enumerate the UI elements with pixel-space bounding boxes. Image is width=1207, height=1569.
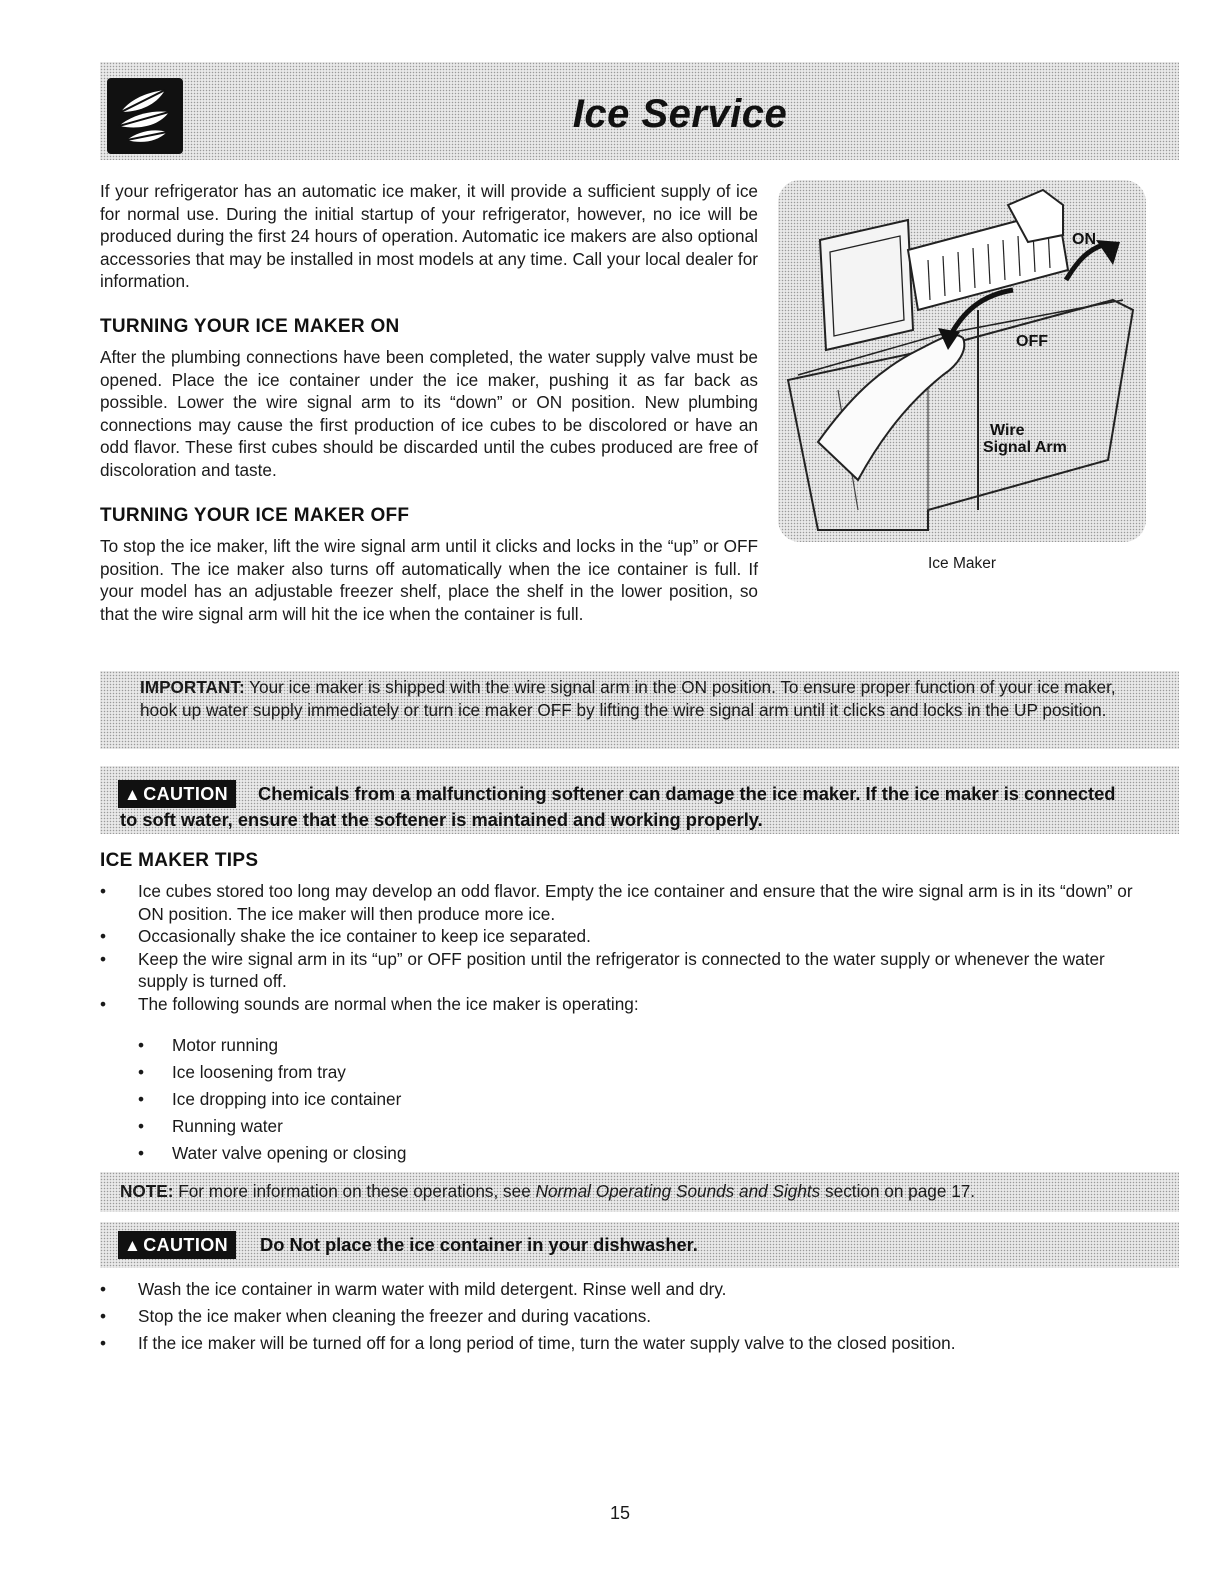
important-text: Your ice maker is shipped with the wire signal arm in the ON position. To ensure proper function of your ice maker, hook up water supply immediately or turn ice maker OFF by lifting the wire signal arm until it clicks and locks in the UP position. xyxy=(140,677,1116,720)
heading-turning-off: TURNING YOUR ICE MAKER OFF xyxy=(100,505,410,526)
tips-list xyxy=(100,880,1150,1015)
list-item: • Running water xyxy=(138,1113,738,1140)
list-item: • Ice cubes stored too long may develop an odd flavor. Empty the ice container and ensure that the wire signal arm is in its “down” or ON position. The ice maker will then produce more ice. xyxy=(100,880,1150,925)
warning-icon: ▲ xyxy=(124,1236,142,1255)
turning-on-paragraph: After the plumbing connections have been completed, the water supply valve must be opened. Place the ice container under the ice maker, pushing it as far back as possible. Lower the wire signal arm to its “down” or ON position. New plumbing connections may cause the first production of ice cubes to be discolored or have an odd flavor. These first cubes should be discarded until the cubes produced are free of discoloration and taste. xyxy=(100,347,758,480)
caution-box-softener xyxy=(100,766,1179,834)
list-item: • Occasionally shake the ice container to keep ice separated. xyxy=(100,925,1150,948)
caution-line-2: to soft water, ensure that the softener is maintained and working properly. xyxy=(120,809,763,830)
list-item: • Ice loosening from tray xyxy=(138,1059,738,1086)
list-item: • Ice dropping into ice container xyxy=(138,1086,738,1113)
list-item: • Motor running xyxy=(138,1032,738,1059)
list-item: • If the ice maker will be turned off for a long period of time, turn the water supply valve to the closed position. xyxy=(100,1330,1150,1357)
list-item: • Water valve opening or closing xyxy=(138,1140,738,1167)
intro-paragraph: If your refrigerator has an automatic ice maker, it will provide a sufficient supply of ice for normal use. During the initial startup of your refrigerator, however, no ice will be produced during the first 24 hours of operation. Automatic ice makers are also optional accessories that may be installed in most models at any time. Call your local dealer for information. xyxy=(100,181,758,291)
list-item: • Keep the wire signal arm in its “up” or OFF position until the refrigerator is connected to the water supply or whenever the water supply is turned off. xyxy=(100,948,1150,993)
label-on: ON xyxy=(1072,231,1096,248)
note-box xyxy=(100,1172,1179,1212)
turning-off-paragraph: To stop the ice maker, lift the wire signal arm until it clicks and locks in the “up” or OFF position. The ice maker also turns off automatically when the ice container is full. If your model has an adjustable freezer shelf, place the shelf in the lower position, so that the wire signal arm will hit the ice when the container is full. xyxy=(100,536,758,624)
caution-dishwasher-text: Do Not place the ice container in your dishwasher. xyxy=(260,1234,698,1255)
sounds-list xyxy=(138,1032,738,1167)
caution-badge: ▲ CAUTION xyxy=(118,1231,236,1259)
ice-maker-illustration xyxy=(778,180,1146,542)
page-title: Ice Service xyxy=(572,92,788,136)
figure-caption: Ice Maker xyxy=(927,555,997,572)
list-item: • Stop the ice maker when cleaning the freezer and during vacations. xyxy=(100,1303,1150,1330)
caution-line-1: Chemicals from a malfunctioning softener can damage the ice maker. If the ice maker is connected xyxy=(258,783,1116,804)
care-list xyxy=(100,1276,1150,1357)
list-item: • The following sounds are normal when the ice maker is operating: xyxy=(100,993,1150,1016)
heading-ice-maker-tips: ICE MAKER TIPS xyxy=(100,850,259,871)
important-label: IMPORTANT: xyxy=(140,677,245,697)
ice-maker-drawing xyxy=(778,180,1146,542)
leaf-logo-icon xyxy=(107,78,183,154)
warning-icon: ▲ xyxy=(124,785,142,804)
caution-badge: ▲ CAUTION xyxy=(118,780,236,808)
important-notice xyxy=(140,676,1130,721)
note-text: NOTE: For more information on these operations, see Normal Operating Sounds and Sights section on page 17. xyxy=(120,1181,976,1201)
label-signal-arm: Signal Arm xyxy=(983,439,1067,456)
page-number: 15 xyxy=(609,1503,631,1523)
label-wire: Wire xyxy=(990,422,1025,439)
heading-turning-on: TURNING YOUR ICE MAKER ON xyxy=(100,316,400,337)
label-off: OFF xyxy=(1016,333,1048,350)
caution-box-dishwasher xyxy=(100,1222,1179,1268)
list-item: • Wash the ice container in warm water with mild detergent. Rinse well and dry. xyxy=(100,1276,1150,1303)
